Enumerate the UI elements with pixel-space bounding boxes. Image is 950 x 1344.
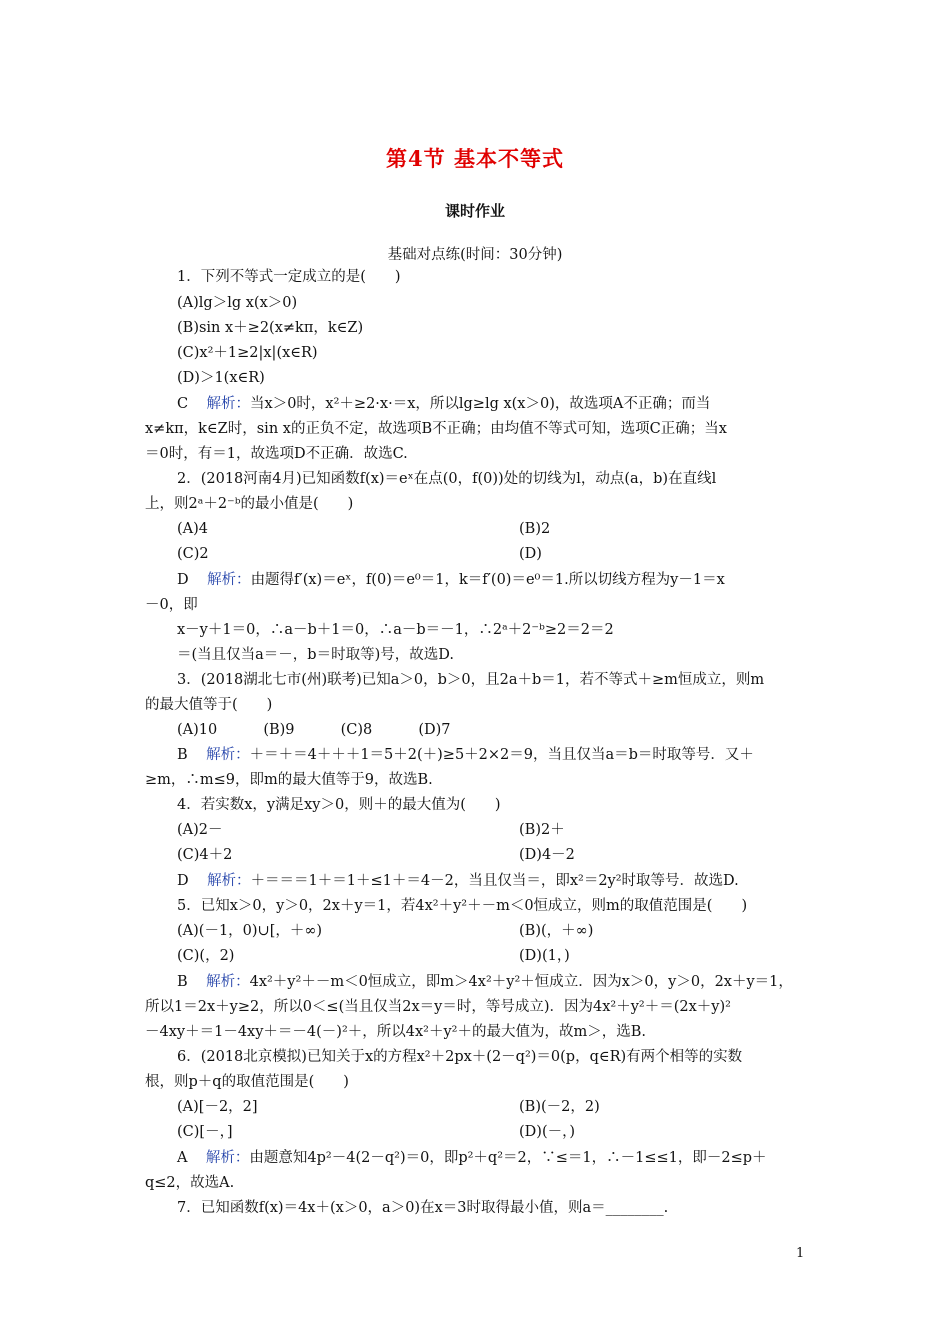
text-line xyxy=(177,821,223,839)
line-text: (C)4＋2 xyxy=(177,847,233,863)
analysis-label: 解析： xyxy=(207,572,251,588)
text-line xyxy=(177,1123,232,1141)
text-line xyxy=(519,846,575,864)
text-line xyxy=(177,319,363,337)
line-text: (C)2 xyxy=(177,546,209,562)
text-line xyxy=(177,671,764,689)
line-text: 2．(2018河南4月)已知函数f(x)＝eˣ在点(0，f(0))处的切线为l，动点(a，b)在直线l xyxy=(177,471,717,487)
text-line xyxy=(519,947,570,965)
text-line xyxy=(177,1098,258,1116)
line-text: ＋＝＋＝4＋＋＋1＝5＋2(＋)≥5＋2×2＝9，当且仅当a＝b＝时取等号．又＋ xyxy=(249,747,754,763)
text-line xyxy=(145,696,272,714)
text-line xyxy=(519,1123,575,1141)
line-text: (A)(－1，0)∪[，＋∞) xyxy=(177,923,323,939)
text-line xyxy=(177,470,716,488)
page-title: 第4节 基本不等式 xyxy=(386,146,564,171)
answer-choice: A xyxy=(177,1150,206,1166)
line-text: (A)4 xyxy=(177,521,209,537)
line-text: x≠kπ，k∈Z时，sin x的正负不定，故选项B不正确；由均值不等式可知，选项C正确；当x xyxy=(145,421,727,437)
page-subtitle: 课时作业 xyxy=(444,202,505,220)
line-text: (D)4－2 xyxy=(519,847,575,863)
text-line xyxy=(145,1073,349,1091)
line-text: 3．(2018湖北七市(州)联考)已知a＞0，b＞0，且2a＋b＝1，若不等式＋≥m恒成立，则m xyxy=(177,672,765,688)
line-text: 上，则2ᵃ＋2⁻ᵇ的最小值是( ) xyxy=(145,496,354,512)
text-line xyxy=(519,1098,600,1116)
line-text: 所以1＝2x＋y≥2，所以0＜≤(当且仅当2x＝y＝时，等号成立)．因为4x²＋y²＋＝(2x＋y)² xyxy=(145,999,731,1015)
text-line xyxy=(145,420,727,438)
page-number: 1 xyxy=(796,1246,805,1261)
line-text: 5．已知x＞0，y＞0，2x＋y＝1，若4x²＋y²＋－m＜0恒成立，则m的取值范围是( ) xyxy=(177,898,748,914)
line-text: －0，即 xyxy=(145,597,198,613)
answer-line xyxy=(177,746,754,764)
line-text: (A)lg＞lg x(x＞0) xyxy=(177,295,298,311)
line-text: (A)[－2，2] xyxy=(177,1099,258,1115)
text-line xyxy=(177,369,265,387)
text-line xyxy=(145,998,731,1016)
line-text: (D)＞1(x∈R) xyxy=(177,370,265,386)
text-line xyxy=(145,596,198,614)
line-text: (B)(－2，2) xyxy=(519,1099,600,1115)
line-text: ＝0时，有＝1，故选项D不正确．故选C. xyxy=(145,446,408,462)
text-line xyxy=(519,922,593,940)
line-text: (A)10 (B)9 (C)8 (D)7 xyxy=(177,722,451,738)
line-text: 由题得f′(x)＝eˣ，f(0)＝e⁰＝1，k＝f′(0)＝e⁰＝1.所以切线方程为y－1＝x xyxy=(250,572,725,588)
text-line xyxy=(519,821,565,839)
line-text: (C)(，2) xyxy=(177,948,235,964)
line-text: ≥m，∴m≤9，即m的最大值等于9，故选B. xyxy=(145,772,433,788)
text-line xyxy=(177,1199,668,1217)
answer-line xyxy=(177,973,793,991)
line-text: q≤2，故选A. xyxy=(145,1175,235,1191)
answer-choice: B xyxy=(177,747,207,763)
line-text: (B)2 xyxy=(519,521,551,537)
line-text: 当x＞0时，x²＋≥2·x·＝x，所以lg≥lg x(x＞0)，故选项A不正确；而当 xyxy=(250,396,711,412)
line-text: (B)2＋ xyxy=(519,822,565,838)
line-text: 6．(2018北京模拟)已知关于x的方程x²＋2px＋(2－q²)＝0(p，q∈R)有两个相等的实数 xyxy=(177,1049,743,1065)
line-text: 7．已知函数f(x)＝4x＋(x＞0，a＞0)在x＝3时取得最小值，则a＝________. xyxy=(177,1200,669,1216)
line-text: ＝(当且仅当a＝－，b＝时取等)号，故选D. xyxy=(177,647,454,663)
answer-choice: D xyxy=(177,572,208,588)
text-line xyxy=(177,621,614,639)
text-line xyxy=(145,771,433,789)
line-text: (C)x²＋1≥2|x|(x∈R) xyxy=(177,345,318,361)
text-line xyxy=(177,268,401,286)
text-line xyxy=(145,495,353,513)
text-line xyxy=(145,445,408,463)
answer-line xyxy=(177,872,739,890)
analysis-label: 解析： xyxy=(206,974,250,990)
text-line xyxy=(145,1023,646,1041)
line-text: (A)2－ xyxy=(177,822,223,838)
text-line xyxy=(177,1048,742,1066)
line-text: (B)sin x＋≥2(x≠kπ，k∈Z) xyxy=(177,320,364,336)
line-text: (D)(1，) xyxy=(519,948,570,964)
text-line xyxy=(519,520,550,538)
line-text: 由题意知4p²－4(2－q²)＝0，即p²＋q²＝2，∵≤＝1，∴－1≤≤1，即－2≤p＋ xyxy=(249,1150,767,1166)
line-text: (D)(－，) xyxy=(519,1124,576,1140)
line-text: (B)(，＋∞) xyxy=(519,923,594,939)
analysis-label: 解析： xyxy=(206,747,250,763)
text-line xyxy=(177,721,451,739)
line-text: 根，则p＋q的取值范围是( ) xyxy=(145,1074,349,1090)
text-line xyxy=(177,545,209,563)
text-line xyxy=(177,796,501,814)
text-line xyxy=(519,545,542,563)
line-text: －4xy＋＝1－4xy＋＝－4(－)²＋，所以4x²＋y²＋的最大值为，故m＞，选B. xyxy=(145,1024,646,1040)
section-heading: 基础对点练(时间：30分钟) xyxy=(387,247,563,263)
analysis-label: 解析： xyxy=(205,1150,250,1166)
text-line xyxy=(145,1174,234,1192)
text-line xyxy=(177,846,232,864)
text-line xyxy=(177,646,454,664)
line-text: ＋＝＝＝1＋＝1＋≤1＋＝4－2，当且仅当＝，即x²＝2y²时取等号．故选D. xyxy=(250,873,739,889)
text-line xyxy=(177,922,322,940)
answer-choice: D xyxy=(177,873,208,889)
line-text: (C)[－，] xyxy=(177,1124,233,1140)
line-text: 4x²＋y²＋－m＜0恒成立，即m＞4x²＋y²＋恒成立．因为x＞0，y＞0，2x＋y＝1， xyxy=(249,974,793,990)
text-line xyxy=(177,947,234,965)
line-text: x－y＋1＝0，∴a－b＋1＝0，∴a－b＝－1，∴2ᵃ＋2⁻ᵇ≥2＝2＝2 xyxy=(177,622,614,638)
answer-line xyxy=(177,1149,767,1167)
answer-choice: B xyxy=(177,974,207,990)
text-line xyxy=(177,897,747,915)
line-text: 的最大值等于( ) xyxy=(145,697,273,713)
text-line xyxy=(177,294,297,312)
analysis-label: 解析： xyxy=(206,396,251,412)
text-line xyxy=(177,520,208,538)
analysis-label: 解析： xyxy=(207,873,251,889)
line-text: 1．下列不等式一定成立的是( ) xyxy=(177,269,401,285)
answer-choice: C xyxy=(177,396,207,412)
answer-line xyxy=(177,395,710,413)
answer-line xyxy=(177,571,725,589)
line-text: 4．若实数x，y满足xy＞0，则＋的最大值为( ) xyxy=(177,797,501,813)
text-line xyxy=(177,344,318,362)
line-text: (D) xyxy=(519,546,542,562)
